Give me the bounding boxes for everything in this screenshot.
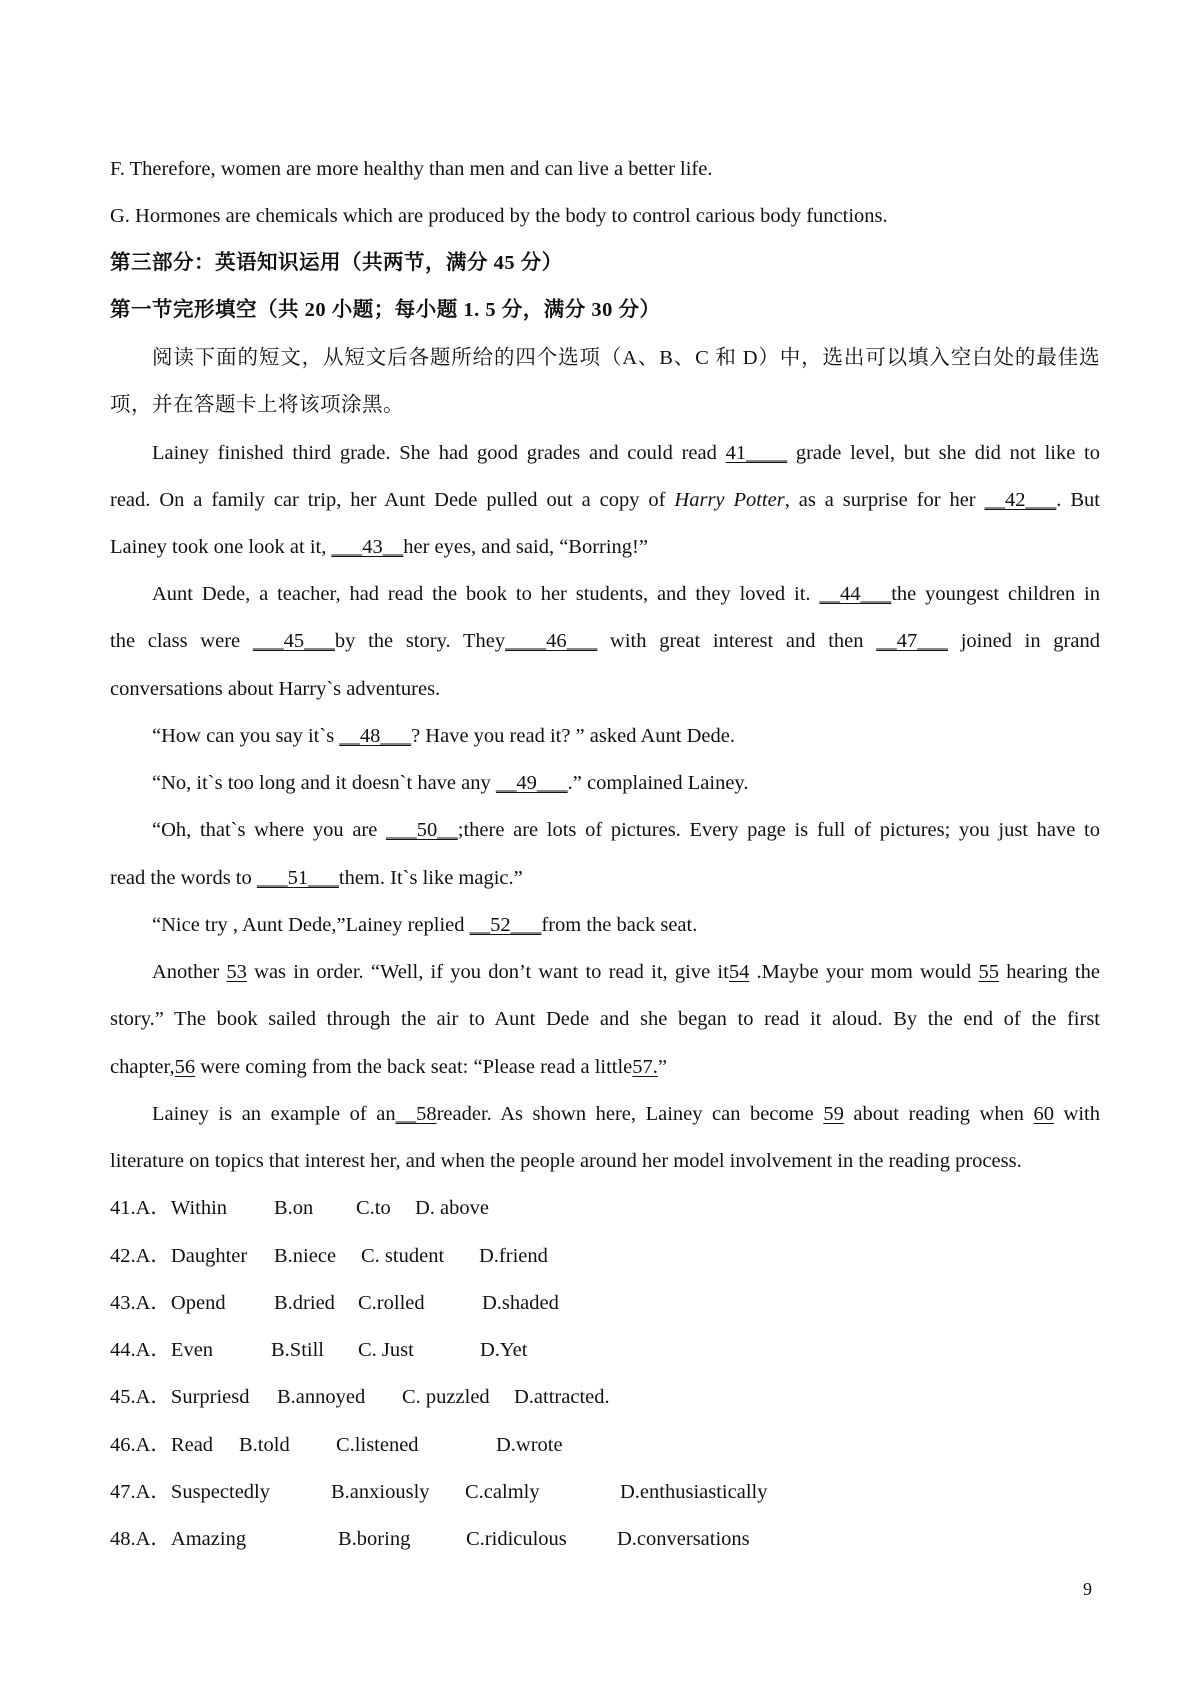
- page-number: 9: [1083, 1579, 1092, 1599]
- option-f-line: F. Therefore, women are more healthy than men and can live a better life.: [110, 158, 713, 180]
- passage-p1-line-2: read. On a family car trip, her Aunt Dede pulled out a copy of Harry Potter, as a surprise for her __42___. But: [110, 489, 1100, 511]
- option-d: D.friend: [479, 1245, 548, 1267]
- option-d: D.enthusiastically: [620, 1481, 768, 1503]
- option-a: 41.A．Within: [110, 1197, 228, 1219]
- blank-53: 53: [226, 961, 247, 983]
- blank-52: __52___: [469, 914, 542, 936]
- option-g-line: G. Hormones are chemicals which are produced by the body to control carious body functions.: [110, 205, 888, 227]
- option-a: 43.A．Opend: [110, 1292, 226, 1314]
- blank-60: 60: [1033, 1103, 1054, 1125]
- option-d: D.conversations: [617, 1528, 750, 1550]
- blank-43: ___43__: [331, 536, 404, 558]
- blank-58: __58: [395, 1103, 437, 1125]
- instructions-line-2: 项，并在答题卡上将该项涂黑。: [110, 394, 404, 416]
- option-a: 46.A．Read: [110, 1434, 214, 1456]
- section1-heading: 第一节完形填空（共 20 小题；每小题 1. 5 分，满分 30 分）: [110, 299, 661, 321]
- blank-56: 56: [174, 1056, 196, 1078]
- book-title: Harry Potter: [674, 489, 785, 511]
- option-c: C. student: [361, 1245, 445, 1267]
- passage-p2-line-3: conversations about Harry`s adventures.: [110, 678, 441, 700]
- option-c: C.calmly: [465, 1481, 540, 1503]
- passage-p1-line-3: Lainey took one look at it, ___43__her eyes, and said, “Borring!”: [110, 536, 648, 558]
- option-d: D.wrote: [496, 1434, 563, 1456]
- option-b: B.told: [239, 1434, 290, 1456]
- passage-p7-line-1: Another 53 was in order. “Well, if you don’t want to read it, give it54 .Maybe your mom would 55 hearing the: [152, 961, 1100, 983]
- passage-p5-line-2: read the words to ___51___them. It`s like magic.”: [110, 867, 523, 889]
- blank-50: ___50__: [386, 819, 458, 841]
- option-d: D.shaded: [482, 1292, 559, 1314]
- option-c: C.listened: [336, 1434, 419, 1456]
- blank-51: ___51___: [256, 867, 339, 889]
- option-a: 45.A．Surpriesd: [110, 1386, 250, 1408]
- passage-p6-line: “Nice try , Aunt Dede,”Lainey replied __52___from the back seat.: [152, 914, 698, 936]
- passage-p2-line-1: Aunt Dede, a teacher, had read the book to her students, and they loved it. __44___the youngest children in: [152, 583, 1100, 605]
- blank-59: 59: [823, 1103, 844, 1125]
- option-c: C.to: [356, 1197, 391, 1219]
- option-a: 44.A．Even: [110, 1339, 214, 1361]
- option-b: B.anxiously: [331, 1481, 430, 1503]
- passage-p7-line-3: chapter,56 were coming from the back seat: “Please read a little57.”: [110, 1056, 668, 1078]
- blank-48: __48___: [339, 725, 412, 747]
- part3-heading: 第三部分：英语知识运用（共两节，满分 45 分）: [110, 252, 563, 274]
- option-c: C. puzzled: [402, 1386, 490, 1408]
- blank-46: ____46___: [505, 630, 598, 652]
- passage-p8-line-1: Lainey is an example of an__58reader. As shown here, Lainey can become 59 about reading when 60 with: [152, 1103, 1100, 1125]
- option-d: D.Yet: [480, 1339, 528, 1361]
- passage-p4-line: “No, it`s too long and it doesn`t have any __49___.” complained Lainey.: [152, 772, 749, 794]
- passage-p5-line-1: “Oh, that`s where you are ___50__;there are lots of pictures. Every page is full of pictures; you just have to: [152, 819, 1100, 841]
- option-c: C.rolled: [358, 1292, 425, 1314]
- option-d: D. above: [415, 1197, 490, 1219]
- passage-p2-line-2: the class were ___45___by the story. They____46___ with great interest and then __47___ joined in grand: [110, 630, 1100, 652]
- option-c: C. Just: [358, 1339, 414, 1361]
- option-b: B.dried: [274, 1292, 335, 1314]
- blank-41: 41____: [725, 442, 788, 464]
- blank-55: 55: [978, 961, 999, 983]
- option-d: D.attracted.: [514, 1386, 610, 1408]
- passage-p7-line-2: story.” The book sailed through the air to Aunt Dede and she began to read it aloud. By the end of the first: [110, 1008, 1100, 1030]
- instructions-line-1: 阅读下面的短文，从短文后各题所给的四个选项（A、B、C 和 D）中，选出可以填入空白处的最佳选: [152, 347, 1100, 369]
- passage-p3-line: “How can you say it`s __48___? Have you read it? ” asked Aunt Dede.: [152, 725, 735, 747]
- option-b: B.boring: [338, 1528, 411, 1550]
- option-a: 48.A．Amazing: [110, 1528, 247, 1550]
- blank-54: 54: [728, 961, 750, 983]
- option-b: B.on: [274, 1197, 314, 1219]
- blank-44: __44___: [819, 583, 892, 605]
- blank-57: 57.: [632, 1056, 658, 1078]
- blank-47: __47___: [876, 630, 948, 652]
- option-a: 42.A．Daughter: [110, 1245, 248, 1267]
- option-b: B.niece: [274, 1245, 337, 1267]
- blank-49: __49___: [495, 772, 568, 794]
- blank-45: ___45___: [252, 630, 335, 652]
- option-c: C.ridiculous: [466, 1528, 567, 1550]
- passage-p1-line-1: Lainey finished third grade. She had good grades and could read 41____ grade level, but she did not like to: [152, 442, 1100, 464]
- passage-p8-line-2: literature on topics that interest her, and when the people around her model involvement in the reading process.: [110, 1150, 1022, 1172]
- option-a: 47.A．Suspectedly: [110, 1481, 270, 1503]
- blank-42: __42___: [984, 489, 1057, 511]
- option-b: B.Still: [271, 1339, 324, 1361]
- option-b: B.annoyed: [277, 1386, 366, 1408]
